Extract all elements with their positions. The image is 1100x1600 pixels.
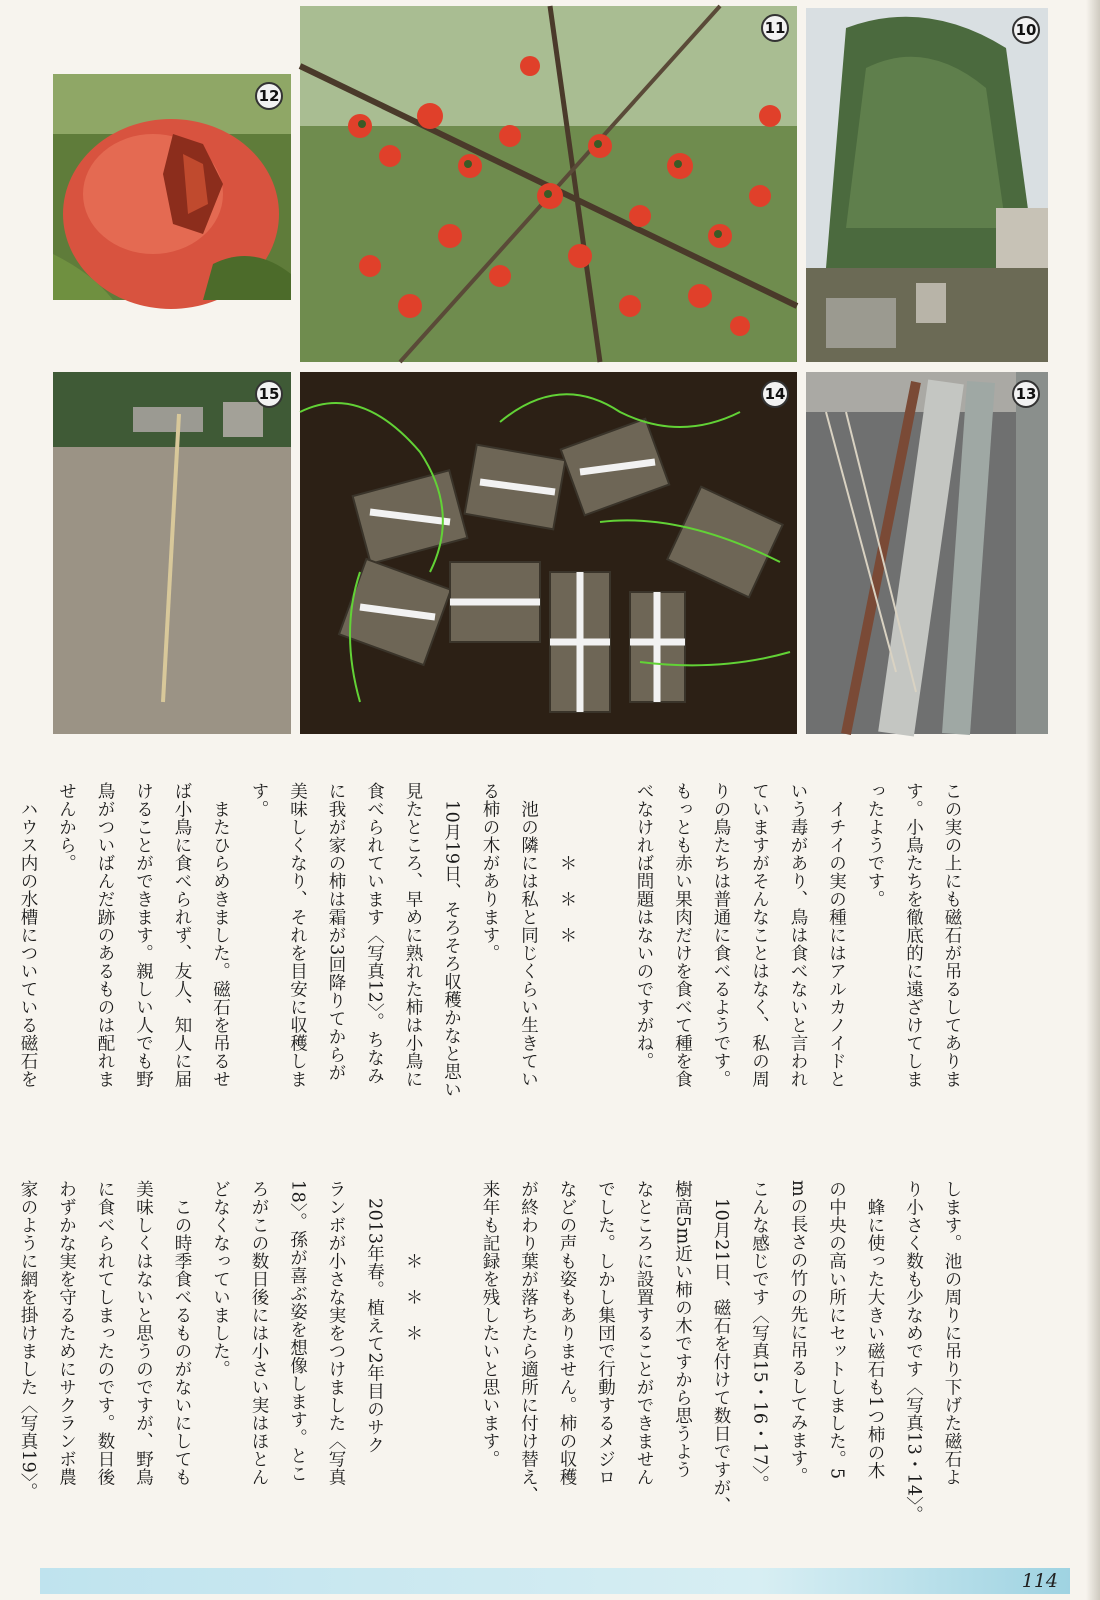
photo-magnets xyxy=(300,372,797,734)
tree-image xyxy=(806,8,1048,362)
photo-persimmon xyxy=(53,74,291,300)
article-column-right xyxy=(18,782,1048,1154)
photo-number-badge: 13 xyxy=(1012,380,1040,408)
article-column-left xyxy=(18,1180,1048,1552)
page-number: 114 xyxy=(1021,1570,1058,1592)
photo-number-badge: 14 xyxy=(761,380,789,408)
photo-number-badge: 12 xyxy=(255,82,283,110)
photo-bamboo-pole xyxy=(53,372,291,734)
page-edge xyxy=(1086,0,1100,1600)
photo-number-badge: 10 xyxy=(1012,16,1040,44)
photo-number-badge: 11 xyxy=(761,14,789,42)
bamboo-pole-image xyxy=(53,372,291,734)
footer-bar xyxy=(40,1568,1070,1594)
persimmon-image xyxy=(53,74,291,300)
photo-number-badge: 15 xyxy=(255,380,283,408)
photo-yew-berries xyxy=(300,6,797,362)
article-text-left: します。池の周りに吊り下げた磁石よ り小さく数も少なめです〈写真13・14〉。 蜂に使った大きい磁石も1つ柿の木 の中央の高い所にセットしました。5 mの長さの竹の先に吊るしてみます。 こんな感じです〈写真15・16・17〉。 10月21日、磁石を付けて数日ですが、 樹高5m近い柿の木ですから思うよう なところに設置することができません でした。しかし集団で行動するメジロ などの声も姿もありません。柿の収穫 が終わり葉が落ちたら適所に付け替え、 来年も記録を残したいと思います。 ＊ ＊ ＊ 2013年春。植えて2年目のサク ランボが小さな実をつけました〈写真 18〉。孫が喜ぶ姿を想像します。とこ ろがこの数日後には小さい実はほとん どなくなっていました。 この時季食べるものがないにしても 美味しくはないと思うのですが、野鳥 に食べられてしまったのです。数日後 わずかな実を守るためにサクランボ農 家のように網を掛けました〈写真19〉。 xyxy=(18,1180,962,1524)
pipes-image xyxy=(806,372,1048,734)
yew-berries-image xyxy=(300,6,797,362)
article-text-right: この実の上にも磁石が吊るしてありま す。小鳥たちを徹底的に遠ざけてしま ったようです。 イチイの実の種にはアルカノイドと いう毒があり、鳥は食べないと言われ ていますがそんなことはなく、私の周 りの鳥たちは普通に食べるようです。 もっとも赤い果肉だけを食べて種を食 べなければ問題はないのですがね。 ＊ ＊ ＊ 池の隣には私と同じくらい生きてい る柿の木があります。 10月19日、そろそろ収穫かなと思い 見たところ、早めに熟れた柿は小鳥に 食べられています〈写真12〉。ちなみ に我が家の柿は霜が3回降りてからが 美味しくなり、それを目安に収穫しま す。 またひらめきました。磁石を吊るせ ば小鳥に食べられず、友人、知人に届 けることができます。親しい人でも野 鳥がついばんだ跡のあるものは配れま せんから。 ハウス内の水槽についている磁石を xyxy=(18,782,962,1099)
magnets-image xyxy=(300,372,797,734)
photo-pipes xyxy=(806,372,1048,734)
photo-persimmon-tree xyxy=(806,8,1048,362)
